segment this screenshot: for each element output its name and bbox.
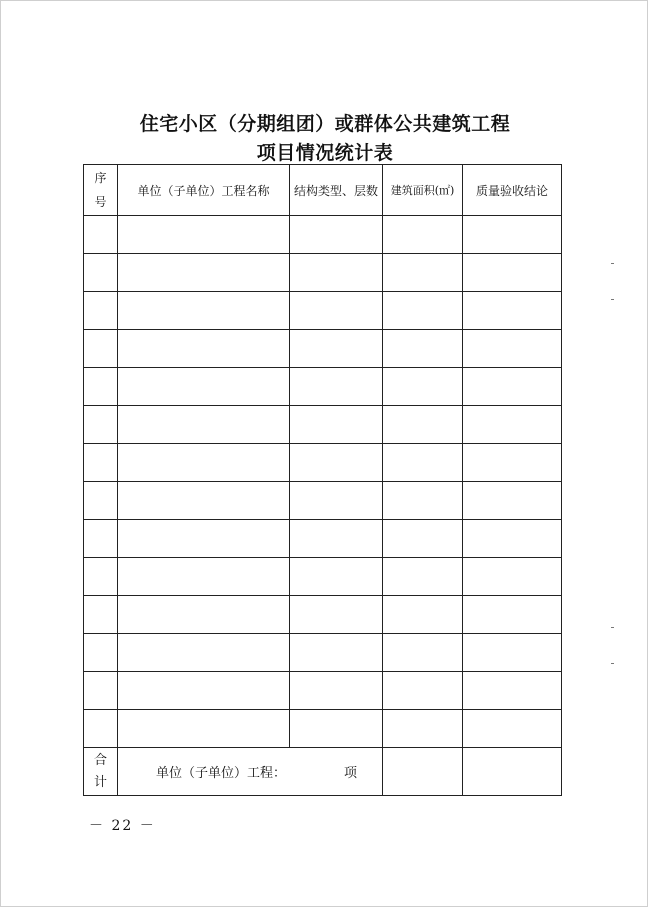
cell-conclusion [463,520,562,558]
total-row [84,748,562,796]
cell-area [383,520,463,558]
cell-structure [290,520,383,558]
total-unit: 项 [344,766,358,781]
cell-area [383,444,463,482]
cell-structure [290,368,383,406]
header-structure: 结构类型、层数 [290,165,383,216]
table-row [84,482,562,520]
cell-unit-name [118,254,290,292]
cell-structure [290,634,383,672]
cell-area [383,672,463,710]
cell-unit-name [118,330,290,368]
cell-conclusion [463,216,562,254]
table-title-line2: 项目情况统计表 [256,142,394,164]
cell-area [383,330,463,368]
table-row [84,368,562,406]
table-row [84,292,562,330]
cell-structure [290,710,383,748]
header-seq-top: 序 [94,171,107,185]
cell-area [383,216,463,254]
scan-mark [611,663,614,664]
cell-unit-name [118,368,290,406]
cell-structure [290,558,383,596]
cell-conclusion [463,596,562,634]
total-area-cell [383,748,463,796]
cell-conclusion [463,444,562,482]
cell-seq [84,216,118,254]
header-conclusion: 质量验收结论 [463,165,562,216]
scan-mark [611,299,614,300]
total-label-bottom: 计 [93,774,107,790]
page-number: － 22 － [89,818,156,834]
cell-structure [290,482,383,520]
cell-structure [290,216,383,254]
cell-unit-name [118,558,290,596]
cell-unit-name [118,710,290,748]
total-label-top: 合 [93,752,107,768]
table-row [84,444,562,482]
cell-conclusion [463,482,562,520]
total-label [84,748,118,796]
cell-area [383,406,463,444]
table-row [84,520,562,558]
table-row [84,406,562,444]
cell-unit-name [118,672,290,710]
cell-structure [290,596,383,634]
cell-seq [84,406,118,444]
table-row [84,634,562,672]
table-row [84,558,562,596]
cell-area [383,710,463,748]
cell-seq [84,482,118,520]
cell-conclusion [463,672,562,710]
cell-area [383,482,463,520]
table-row [84,710,562,748]
cell-seq [84,672,118,710]
table-row [84,254,562,292]
table-row [84,672,562,710]
cell-conclusion [463,406,562,444]
cell-unit-name [118,596,290,634]
cell-unit-name [118,520,290,558]
cell-seq [84,710,118,748]
cell-area [383,254,463,292]
cell-unit-name [118,444,290,482]
cell-unit-name [118,292,290,330]
cell-area [383,368,463,406]
table-row [84,596,562,634]
cell-structure [290,292,383,330]
header-unit-name: 单位（子单位）工程名称 [118,165,290,216]
cell-structure [290,330,383,368]
cell-conclusion [463,368,562,406]
header-seq-bottom: 号 [94,195,107,209]
cell-area [383,558,463,596]
cell-seq [84,368,118,406]
header-area: 建筑面积(㎡) [383,165,463,216]
cell-unit-name [118,634,290,672]
cell-conclusion [463,710,562,748]
scan-mark [611,263,614,264]
cell-seq [84,292,118,330]
cell-conclusion [463,292,562,330]
total-conclusion-cell [463,748,562,796]
table-row [84,216,562,254]
cell-conclusion [463,330,562,368]
cell-conclusion [463,254,562,292]
cell-seq [84,520,118,558]
cell-conclusion [463,558,562,596]
cell-conclusion [463,634,562,672]
cell-area [383,634,463,672]
cell-seq [84,254,118,292]
table-header-row [84,165,562,216]
cell-unit-name [118,406,290,444]
cell-structure [290,406,383,444]
cell-seq [84,634,118,672]
total-description [118,748,383,796]
cell-seq [84,596,118,634]
cell-seq [84,444,118,482]
cell-area [383,596,463,634]
cell-structure [290,444,383,482]
cell-area [383,292,463,330]
cell-unit-name [118,216,290,254]
cell-structure [290,672,383,710]
table-title-line1: 住宅小区（分期组团）或群体公共建筑工程 [139,113,511,135]
cell-unit-name [118,482,290,520]
header-seq [84,165,118,216]
table-body [84,216,562,748]
total-text: 单位（子单位）工程： [156,766,287,781]
cell-structure [290,254,383,292]
table-row [84,330,562,368]
statistics-table [83,164,562,796]
cell-seq [84,330,118,368]
cell-seq [84,558,118,596]
scan-mark [611,627,614,628]
